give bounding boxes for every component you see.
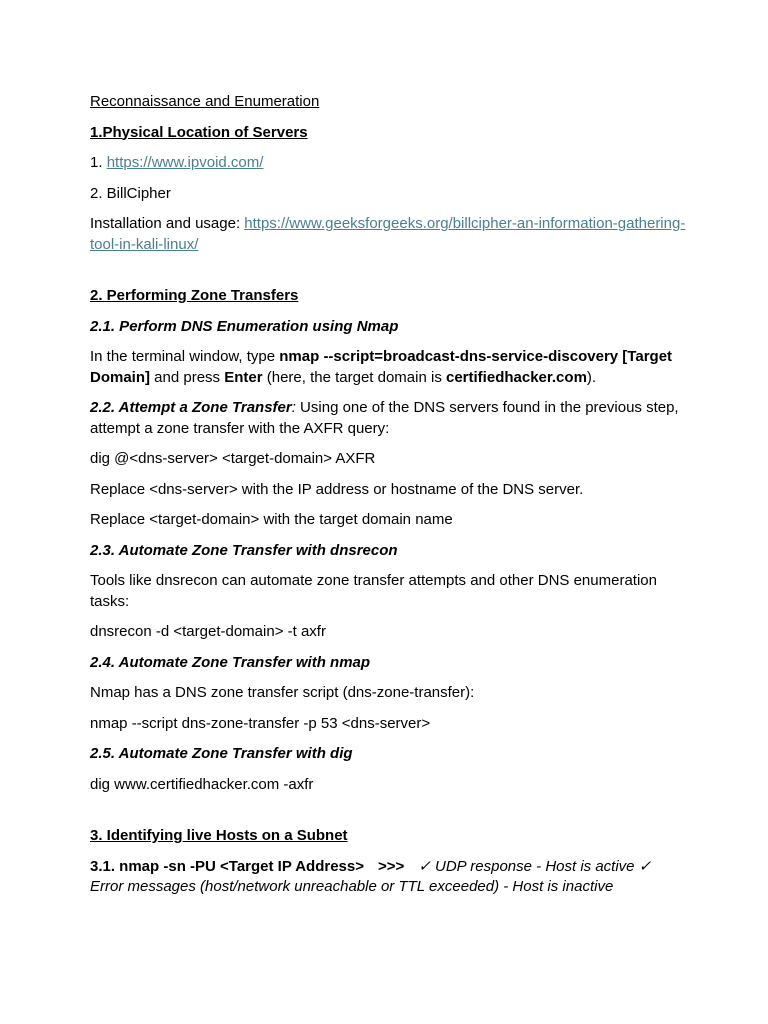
list-item-ipvoid bbox=[90, 153, 688, 174]
text-span: ). bbox=[586, 368, 597, 386]
installation-paragraph bbox=[90, 214, 688, 255]
subsection-2-5-heading: 2.5. Automate Zone Transfer with dig bbox=[90, 745, 353, 762]
text-span: (here, the target domain is bbox=[262, 368, 446, 386]
list-item-billcipher: 2. BillCipher bbox=[90, 184, 171, 202]
subsection-2-1-text bbox=[90, 347, 688, 388]
spacer bbox=[90, 265, 688, 286]
subsection-3-1-text: ✓ UDP response - Host is active ✓ Error messages (host/network unreachable or TTL exceeded) - Host is inactive bbox=[90, 857, 652, 895]
arrow-marker: >>> bbox=[377, 857, 405, 875]
subsection-2-4-heading: 2.4. Automate Zone Transfer with nmap bbox=[90, 653, 371, 671]
heading-colon: : bbox=[291, 399, 296, 416]
subsection-2-2-text: Using one of the DNS servers found in the previous step, attempt a zone transfer with the AXFR query: bbox=[90, 399, 679, 437]
list-item-number: 1. bbox=[90, 154, 107, 171]
nmap-broadcast-command: nmap --script=broadcast-dns-service-discovery [Target Domain] bbox=[90, 348, 673, 386]
section-2-heading: 2. Performing Zone Transfers bbox=[90, 287, 299, 304]
subsection-2-2-paragraph bbox=[90, 398, 688, 439]
subsection-2-3-heading: 2.3. Automate Zone Transfer with dnsrecon bbox=[90, 541, 398, 559]
section-3-heading: 3. Identifying live Hosts on a Subnet bbox=[90, 827, 348, 844]
subsection-2-3-text: Tools like dnsrecon can automate zone transfer attempts and other DNS enumeration tasks: bbox=[90, 572, 657, 610]
dig-axfr-command: dig @<dns-server> <target-domain> AXFR bbox=[90, 450, 376, 467]
replace-target-domain-note: Replace <target-domain> with the target domain name bbox=[90, 511, 453, 528]
installation-label: Installation and usage: bbox=[90, 215, 245, 232]
replace-dns-server-note: Replace <dns-server> with the IP address or hostname of the DNS server. bbox=[90, 480, 584, 498]
nmap-zone-transfer-command: nmap --script dns-zone-transfer -p 53 <dns-server> bbox=[90, 714, 431, 732]
subsection-3-1-paragraph bbox=[90, 857, 688, 898]
text-span: In the terminal window, type bbox=[90, 348, 280, 365]
billcipher-link[interactable]: https://www.geeksforgeeks.org/billcipher-an-information-gathering-tool-in-kali-linux/ bbox=[90, 215, 686, 253]
document-title: Reconnaissance and Enumeration bbox=[90, 93, 320, 110]
subsection-2-4-text: Nmap has a DNS zone transfer script (dns-zone-transfer): bbox=[90, 684, 475, 701]
dnsrecon-command: dnsrecon -d <target-domain> -t axfr bbox=[90, 623, 326, 640]
subsection-2-2-heading: 2.2. Attempt a Zone Transfer bbox=[90, 399, 292, 416]
dig-www-command: dig www.certifiedhacker.com -axfr bbox=[90, 775, 314, 793]
document-page bbox=[90, 92, 688, 908]
ipvoid-link[interactable]: https://www.ipvoid.com/ bbox=[106, 154, 264, 171]
subsection-2-1-heading: 2.1. Perform DNS Enumeration using Nmap bbox=[90, 317, 399, 335]
enter-key-label: Enter bbox=[224, 368, 263, 386]
text-span: and press bbox=[150, 368, 225, 386]
section-1-heading: 1.Physical Location of Servers bbox=[90, 123, 308, 141]
target-domain-label: certifiedhacker.com bbox=[446, 368, 587, 386]
spacer bbox=[90, 805, 688, 826]
nmap-sn-pu-command: 3.1. nmap -sn -PU <Target IP Address> bbox=[90, 857, 364, 875]
